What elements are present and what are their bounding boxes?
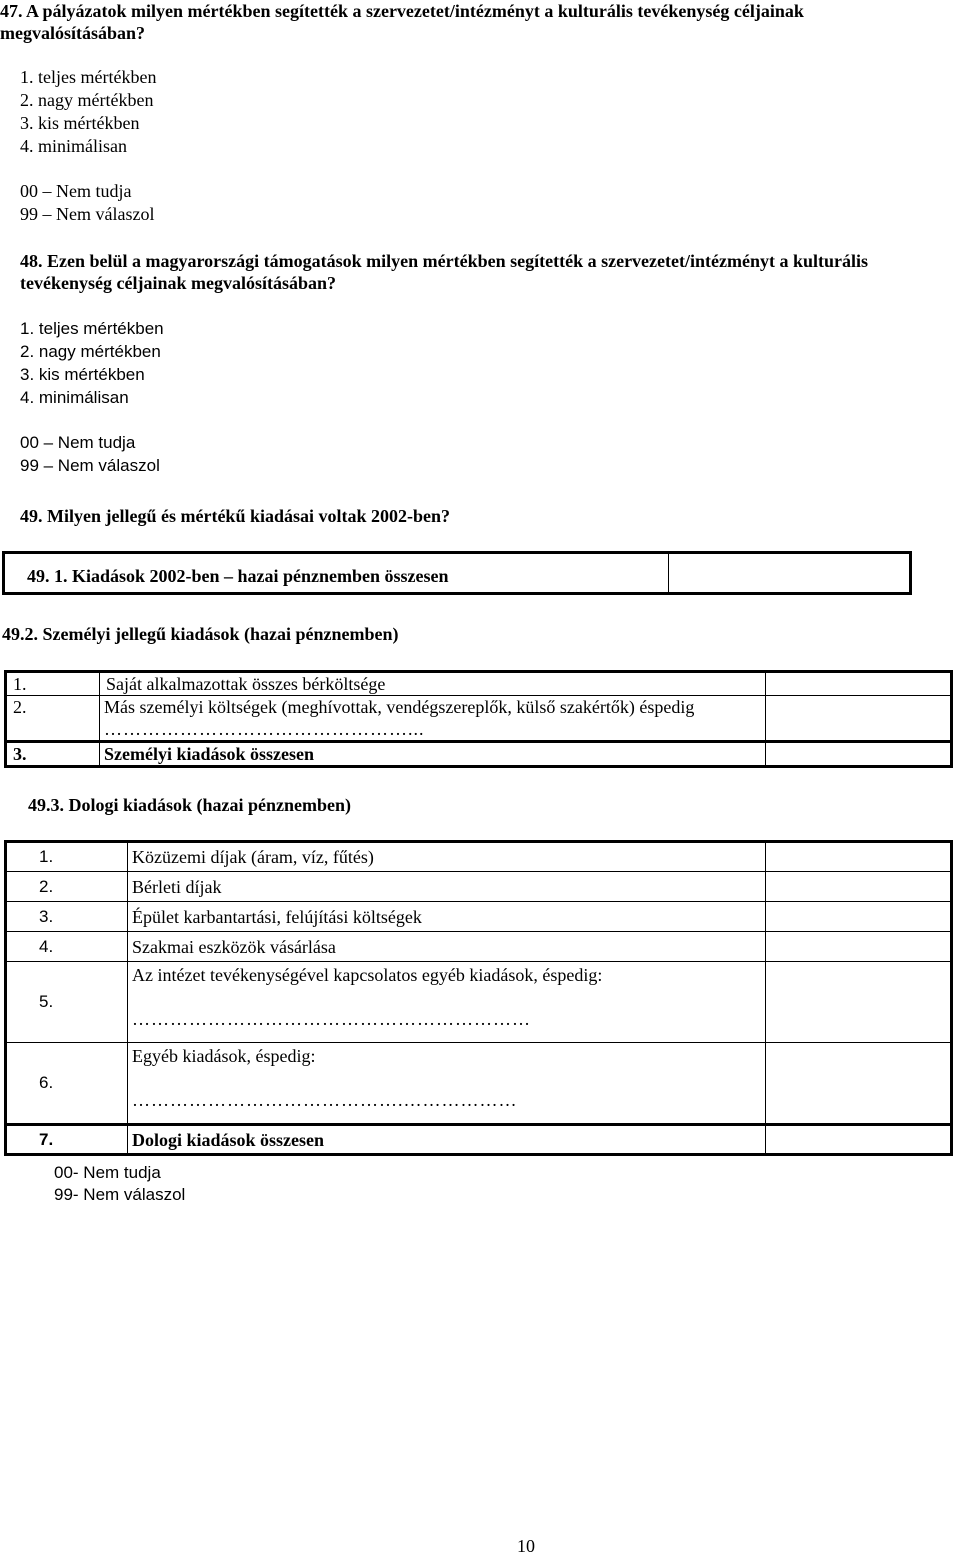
q48-no-answer: 99 – Nem válaszol: [20, 456, 160, 475]
amount-cell[interactable]: [766, 1125, 952, 1155]
table-row: [6, 1043, 952, 1125]
row-number: 6.: [6, 1043, 128, 1125]
q48-title-line1: 48. Ezen belül a magyarországi támogatások milyen mértékben segítették a szervezetet/intézményt a kulturális: [20, 251, 869, 271]
material-expenses-title: 49.3. Dologi kiadások (hazai pénznemben): [28, 795, 352, 815]
amount-cell[interactable]: [766, 842, 952, 872]
amount-cell[interactable]: [766, 872, 952, 902]
amount-cell[interactable]: [766, 932, 952, 962]
row-label: Más személyi költségek (meghívottak, vendégszereplők, külső szakértők) éspedig: [104, 697, 695, 717]
total-expenses-box: [2, 551, 912, 595]
q48-title-line2: tevékenység céljainak megvalósításában?: [20, 273, 336, 293]
q48-dont-know: 00 – Nem tudja: [20, 433, 136, 452]
q47-title-line2: megvalósításában?: [0, 23, 146, 43]
q48-option-3: 3. kis mértékben: [20, 365, 145, 384]
material-dont-know: 00- Nem tudja: [54, 1163, 161, 1182]
row-number: 5.: [6, 962, 128, 1043]
row-dots: ………………………………………………………: [132, 1009, 531, 1029]
row-label-cell: [128, 1043, 766, 1125]
q47-option-3: 3. kis mértékben: [20, 113, 140, 133]
row-label: Az intézet tevékenységével kapcsolatos egyéb kiadások, éspedig:: [132, 965, 603, 985]
table-row: [6, 1125, 952, 1155]
row-number: 4.: [6, 932, 128, 962]
q47-option-1: 1. teljes mértékben: [20, 67, 157, 87]
row-label: Közüzemi díjak (áram, víz, fűtés): [128, 842, 766, 872]
amount-cell[interactable]: [766, 742, 952, 767]
total-expenses-label: 49. 1. Kiadások 2002-ben – hazai pénznemben összesen: [27, 566, 449, 586]
table-row: [6, 932, 952, 962]
row-label: Saját alkalmazottak összes bérköltsége: [100, 672, 766, 696]
row-number: 3.: [6, 902, 128, 932]
q47-title-line1: 47. A pályázatok milyen mértékben segítették a szervezetet/intézményt a kulturális tevékenység céljainak: [0, 1, 804, 21]
row-label-cell: [128, 962, 766, 1043]
amount-cell[interactable]: [766, 696, 952, 742]
amount-cell[interactable]: [766, 962, 952, 1043]
row-number: 1.: [6, 842, 128, 872]
table-row: [6, 962, 952, 1043]
q47-dont-know: 00 – Nem tudja: [20, 181, 132, 201]
row-label: Dologi kiadások összesen: [128, 1125, 766, 1155]
row-number: 2.: [6, 872, 128, 902]
material-expenses-table: [4, 840, 953, 1156]
q48-option-2: 2. nagy mértékben: [20, 342, 161, 361]
row-label: Személyi kiadások összesen: [100, 742, 766, 767]
row-dots: …………………………………….………………: [132, 1090, 518, 1110]
table-row: [6, 696, 952, 742]
amount-cell[interactable]: [766, 902, 952, 932]
row-number: 7.: [6, 1125, 128, 1155]
table-row: [6, 902, 952, 932]
q47-no-answer: 99 – Nem válaszol: [20, 204, 155, 224]
row-label-cell: [100, 696, 766, 742]
row-label: Egyéb kiadások, éspedig:: [132, 1046, 316, 1066]
row-label: Bérleti díjak: [128, 872, 766, 902]
material-footnote: [54, 1162, 185, 1206]
q48-option-4: 4. minimálisan: [20, 388, 129, 407]
amount-cell[interactable]: [766, 1043, 952, 1125]
q47-option-4: 4. minimálisan: [20, 136, 127, 156]
personal-expenses-table: [4, 670, 953, 768]
table-row: [6, 842, 952, 872]
row-dots: …………………………………………...: [104, 719, 425, 739]
row-number: 2.: [6, 696, 100, 742]
row-label: Épület karbantartási, felújítási költségek: [128, 902, 766, 932]
row-number: 1.: [6, 672, 100, 696]
personal-expenses-title: 49.2. Személyi jellegű kiadások (hazai pénznemben): [2, 624, 399, 644]
table-row: [6, 672, 952, 696]
q49-title: 49. Milyen jellegű és mértékű kiadásai voltak 2002-ben?: [20, 506, 450, 526]
q48-option-1: 1. teljes mértékben: [20, 319, 164, 338]
row-label: Szakmai eszközök vásárlása: [128, 932, 766, 962]
page-number: 10: [517, 1536, 535, 1556]
amount-cell[interactable]: [766, 672, 952, 696]
material-no-answer: 99- Nem válaszol: [54, 1185, 186, 1204]
q47-option-2: 2. nagy mértékben: [20, 90, 154, 110]
table-row: [6, 872, 952, 902]
row-number: 3.: [6, 742, 100, 767]
total-expenses-divider: [668, 554, 669, 592]
table-row: [6, 742, 952, 767]
